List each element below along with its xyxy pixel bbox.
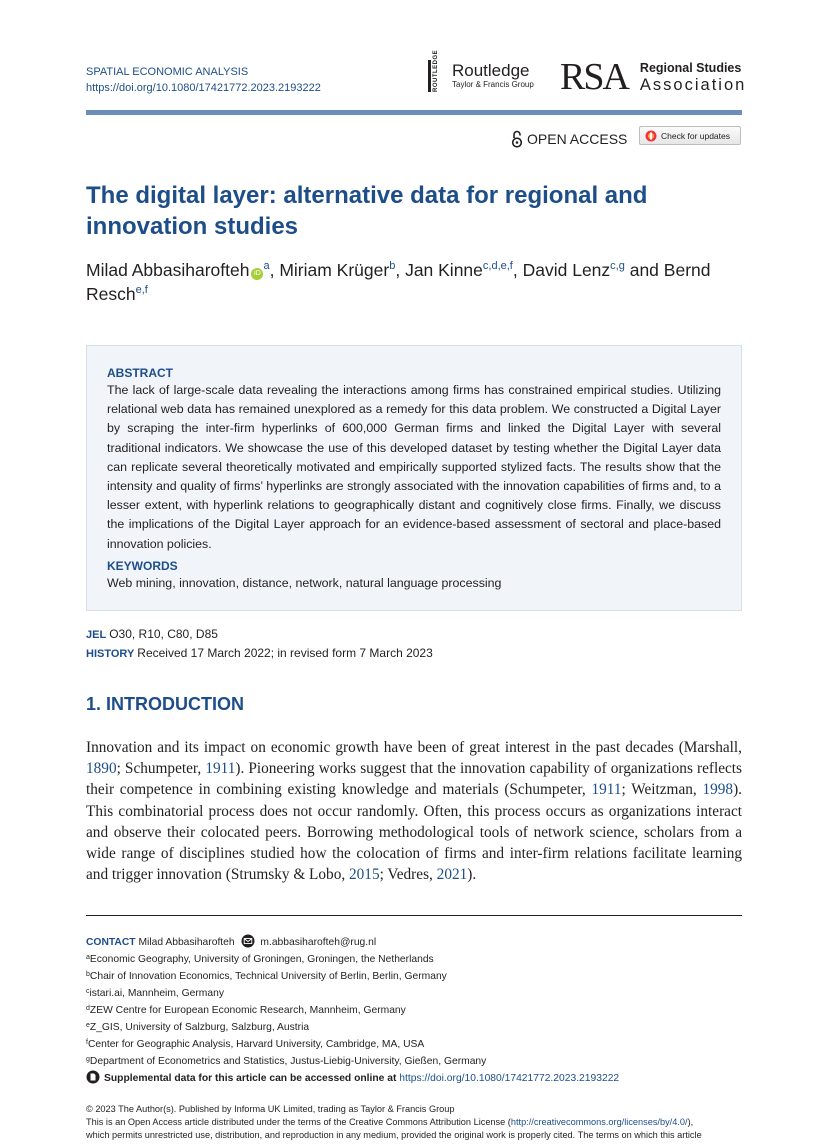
check-updates-button[interactable]	[639, 126, 741, 145]
open-access-label: OPEN ACCESS	[527, 131, 628, 147]
supplemental-line: Supplemental data for this article can be accessed online at https://doi.org/10.1080/17421772.2023.2193222	[86, 1070, 756, 1087]
footnotes	[86, 934, 756, 1087]
header-rule	[86, 110, 742, 115]
license-line: This is an Open Access article distributed under the terms of the Creative Commons Attribution License (http://creativecommons.org/licenses/by/4.0/),	[86, 1117, 694, 1127]
jel-line: JEL O30, R10, C80, D85	[86, 627, 218, 641]
author-name: David Lenz	[522, 260, 611, 280]
rsa-mark: RSA	[560, 56, 628, 98]
check-updates-label: Check for updates	[661, 130, 730, 141]
routledge-spine-icon: ROUTLEDGE	[428, 58, 446, 94]
citation-link[interactable]: 1911	[591, 781, 622, 799]
article-title: The digital layer: alternative data for regional and innovation studies	[86, 182, 648, 240]
publisher-name: Routledge	[452, 61, 530, 80]
keywords-text: Web mining, innovation, distance, network, natural language processing	[107, 575, 502, 590]
abstract-box	[86, 345, 742, 611]
affiliation-list	[86, 951, 756, 1070]
article-meta	[86, 625, 433, 663]
intro-paragraph: Innovation and its impact on economic growth have been of great interest in the past decades (Marshall, 1890; Schumpeter, 1911). Pioneering works suggest that the innovation capability of organizations reflects their competence in combining existing knowledge and materials (Schumpeter, 1911; Weitzman, 1998). This combinatorial process does not occur randomly. Often, this process occurs as organizations interact and observe their colocated peers. Borrowing methodological tools of network science, scholars from a wide range of disciplines studied how the colocation of firms and inter-firm relations facilitate learning and trigger innovation (Strumsky & Lobo, 2015; Vedres, 2021).	[86, 739, 742, 884]
affiliation-item: $^a$Economic Geography, University of Groningen, Groningen, the Netherlands	[86, 954, 434, 965]
abstract-label: ABSTRACT	[107, 366, 173, 380]
open-lock-icon	[511, 130, 523, 148]
abstract-text: The lack of large-scale data revealing the interactions among firms has constrained empirical studies. Utilizing relational web data has remained unexplored as a remedy for this data problem. We constructed a Digital Layer by scraping the inter-firm hyperlinks of 600,000 German firms and linked the Digital Layer with several traditional indicators. We showcase the use of this developed dataset by testing whether the Digital Layer data can replicate several theoretically motivated and empirically supported stylized facts. The results show that the intensity and quality of firms’ hyperlinks are strongly associated with the innovation capabilities of firms and, to a lesser extent, with hyperlink relations to geographically distant and cognitively close firms. Finally, we discuss the implications of the Digital Layer approach for an evidence-based assessment of sectoral and place-based innovation policies.	[107, 383, 721, 551]
doi-link[interactable]: https://doi.org/10.1080/17421772.2023.2193222	[86, 82, 321, 94]
publisher-group: Taylor & Francis Group	[452, 80, 534, 89]
contact-name: Milad Abbasiharofteh	[138, 937, 235, 948]
author-affiliation-mark[interactable]: a	[263, 260, 270, 272]
license-line-2: which permits unrestricted use, distribution, and reproduction in any medium, provided the original work is properly cited. The terms on which this article	[86, 1130, 702, 1140]
open-access-badge	[511, 130, 627, 148]
mail-icon[interactable]	[241, 934, 255, 948]
journal-name: SPATIAL ECONOMIC ANALYSIS	[86, 66, 249, 78]
copyright-block	[86, 1103, 756, 1142]
author-name: Bernd Resch	[86, 260, 711, 304]
author-name: Jan Kinne	[405, 260, 483, 280]
citation-link[interactable]: 1911	[205, 760, 236, 778]
routledge-logo	[428, 49, 534, 94]
affiliation-item: $^d$ZEW Centre for European Economic Research, Mannheim, Germany	[86, 1005, 406, 1016]
contact-line: CONTACT Milad Abbasiharofteh m.abbasiharofteh@rug.nl	[86, 934, 756, 951]
footnote-rule	[86, 915, 742, 916]
orcid-icon[interactable]: iD	[251, 268, 263, 280]
rsa-logo	[560, 58, 746, 96]
affiliation-item: $^f$Center for Geographic Analysis, Harvard University, Cambridge, MA, USA	[86, 1039, 425, 1050]
author-affiliation-mark[interactable]: c,g	[610, 260, 625, 272]
journal-header	[86, 64, 321, 96]
affiliation-item: $^b$Chair of Innovation Economics, Technical University of Berlin, Berlin, Germany	[86, 971, 447, 982]
supplemental-icon	[86, 1070, 100, 1084]
copyright-line: © 2023 The Author(s). Published by Informa UK Limited, trading as Taylor & Francis Group	[86, 1104, 455, 1114]
author-affiliation-mark[interactable]: c,d,e,f	[482, 260, 513, 272]
contact-email[interactable]: m.abbasiharofteh@rug.nl	[260, 937, 377, 948]
supplemental-link[interactable]: https://doi.org/10.1080/17421772.2023.2193222	[399, 1073, 620, 1084]
author-list: Milad Abbasiharofteh $iD^a$, Miriam Krüger$^b$, Jan Kinne$^{c,d,e,f}$, David Lenz$^{c,g}$ and Bernd Resch$^{e,f}$	[86, 260, 711, 304]
citation-link[interactable]: 2021	[436, 866, 468, 884]
section-heading: 1. INTRODUCTION	[86, 694, 245, 714]
society-line2: Association	[639, 75, 747, 94]
society-line1: Regional Studies	[639, 60, 742, 75]
citation-link[interactable]: 1890	[86, 760, 117, 778]
license-link[interactable]: http://creativecommons.org/licenses/by/4.0/	[510, 1117, 688, 1127]
author-affiliation-mark[interactable]: e,f	[135, 284, 148, 296]
keywords-label: KEYWORDS	[107, 558, 178, 573]
crossmark-icon	[645, 130, 657, 142]
author-name: Milad Abbasiharofteh	[86, 260, 250, 280]
author-name: Miriam Krüger	[279, 260, 390, 280]
author-affiliation-mark[interactable]: b	[389, 260, 396, 272]
affiliation-item: $^c$istari.ai, Mannheim, Germany	[86, 988, 224, 999]
affiliation-item: $^g$Department of Econometrics and Statistics, Justus-Liebig-University, Gießen, Germany	[86, 1056, 487, 1067]
affiliation-item: $^e$Z_GIS, University of Salzburg, Salzburg, Austria	[86, 1022, 310, 1033]
history-line: HISTORY Received 17 March 2022; in revised form 7 March 2023	[86, 646, 433, 660]
citation-link[interactable]: 2015	[349, 866, 380, 884]
citation-link[interactable]: 1998	[702, 781, 734, 799]
